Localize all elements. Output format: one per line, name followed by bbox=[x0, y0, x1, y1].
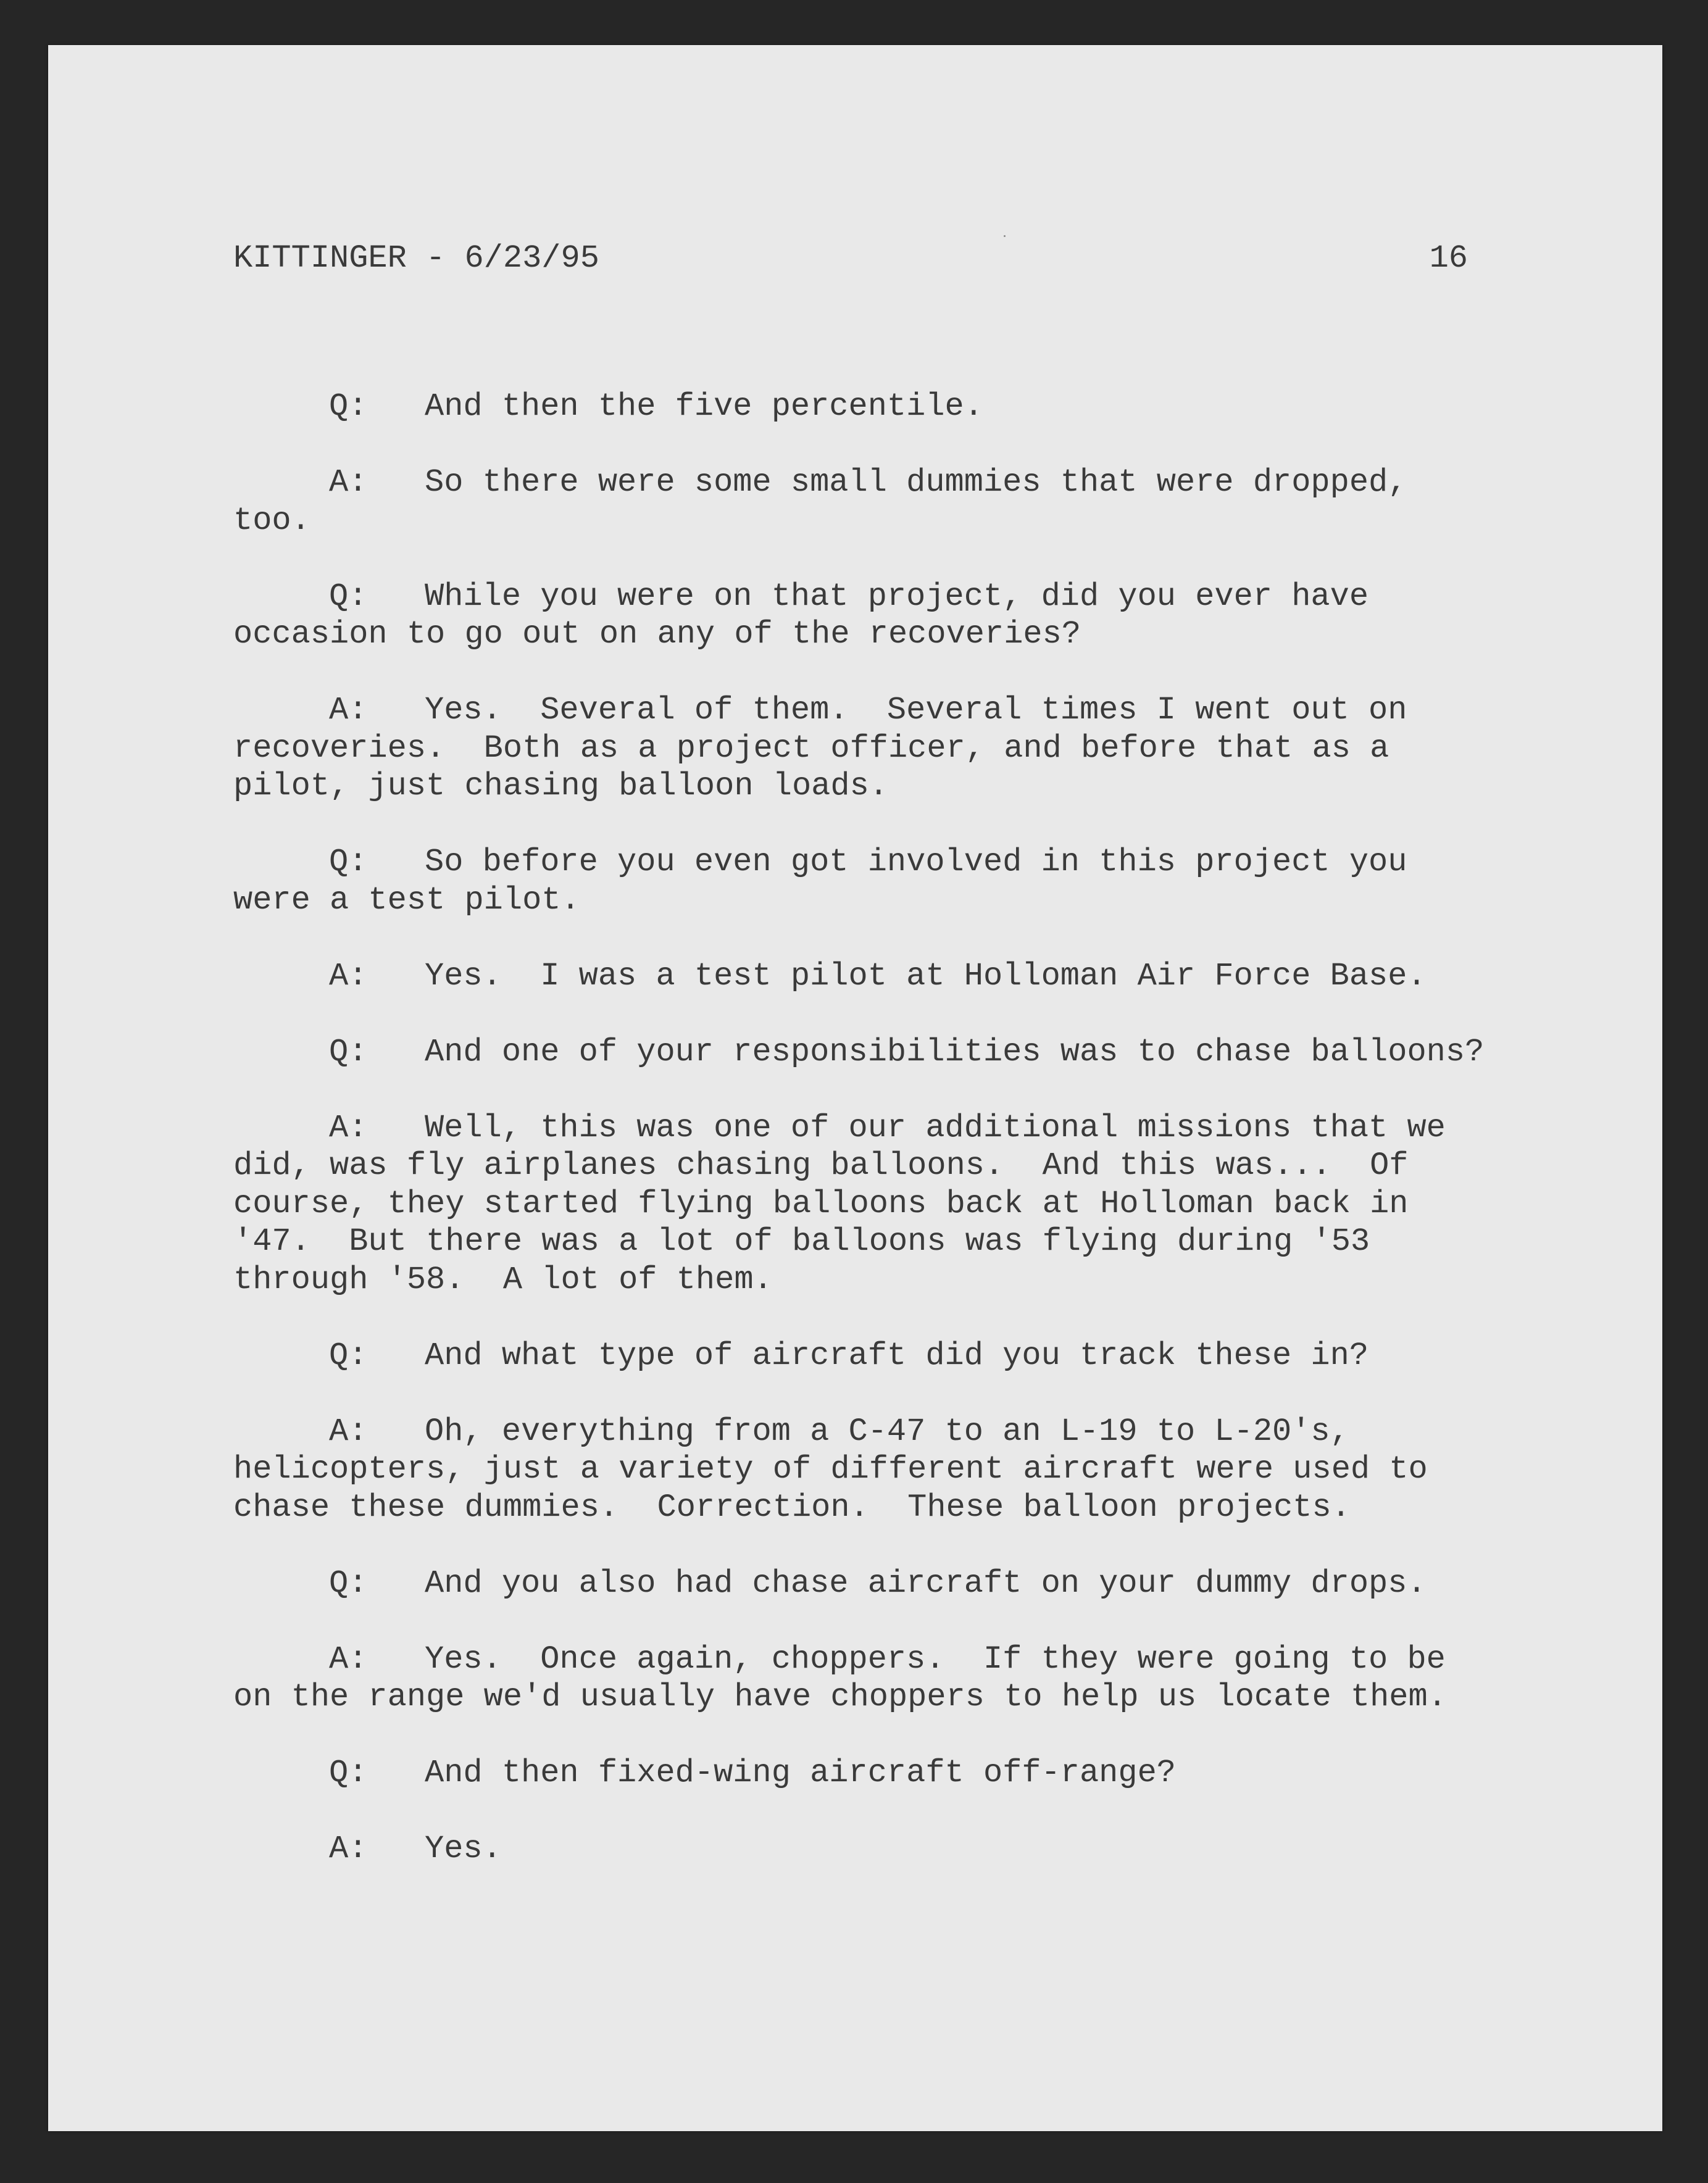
transcript-paragraph bbox=[233, 1565, 1505, 1603]
document-page bbox=[48, 45, 1662, 2131]
line-text: And then fixed-wing aircraft off-range? bbox=[425, 1755, 1176, 1791]
transcript-paragraph bbox=[233, 843, 1505, 919]
line-text: Yes. I was a test pilot at Holloman Air Force Base. bbox=[425, 957, 1427, 994]
transcript-line: occasion to go out on any of the recoveries? bbox=[233, 616, 1081, 652]
line-text: Well, this was one of our additional missions that we bbox=[425, 1109, 1446, 1146]
transcript-line bbox=[233, 1565, 1505, 1603]
transcript-paragraph bbox=[233, 691, 1505, 805]
speaker-label: Q: bbox=[329, 1755, 368, 1791]
speaker-label: A: bbox=[329, 1640, 368, 1678]
transcript-line: on the range we'd usually have choppers to help us locate them. bbox=[233, 1679, 1447, 1715]
transcript-body bbox=[233, 388, 1505, 1906]
transcript-line bbox=[233, 1413, 1505, 1451]
transcript-line: too. bbox=[233, 502, 310, 539]
speaker-label: A: bbox=[329, 692, 368, 728]
transcript-paragraph bbox=[233, 464, 1505, 539]
speaker-label: A: bbox=[329, 957, 368, 994]
speaker-label: Q: bbox=[329, 1337, 368, 1374]
transcript-paragraph bbox=[233, 1413, 1505, 1527]
transcript-line bbox=[233, 691, 1505, 730]
transcript-paragraph bbox=[233, 578, 1505, 654]
transcript-line bbox=[233, 1109, 1505, 1147]
speaker-label: Q: bbox=[329, 388, 368, 425]
line-text: So before you even got involved in this project you bbox=[425, 844, 1407, 880]
transcript-paragraph bbox=[233, 388, 1505, 426]
speaker-label: A: bbox=[329, 1109, 368, 1146]
speaker-label: A: bbox=[329, 464, 368, 501]
transcript-line: through '58. A lot of them. bbox=[233, 1261, 773, 1298]
page-number: 16 bbox=[1429, 240, 1468, 277]
transcript-line bbox=[233, 1754, 1505, 1792]
transcript-paragraph bbox=[233, 1754, 1505, 1792]
transcript-line: pilot, just chasing balloon loads. bbox=[233, 768, 888, 804]
speaker-label: Q: bbox=[329, 844, 368, 880]
speaker-label: Q: bbox=[329, 1565, 368, 1602]
line-text: Yes. bbox=[425, 1831, 502, 1867]
transcript-line: course, they started flying balloons back at Holloman back in bbox=[233, 1185, 1409, 1222]
line-text: And one of your responsibilities was to chase balloons? bbox=[425, 1033, 1485, 1070]
speaker-label: A: bbox=[329, 1413, 368, 1450]
transcript-line bbox=[233, 1337, 1505, 1375]
line-text: While you were on that project, did you ever have bbox=[425, 578, 1369, 615]
transcript-line bbox=[233, 464, 1505, 502]
speaker-label: Q: bbox=[329, 1033, 368, 1070]
transcript-paragraph bbox=[233, 1830, 1505, 1868]
line-text: So there were some small dummies that were dropped, bbox=[425, 464, 1407, 501]
transcript-line: did, was fly airplanes chasing balloons. And this was... Of bbox=[233, 1147, 1409, 1184]
speaker-label: A: bbox=[329, 1831, 368, 1867]
transcript-paragraph bbox=[233, 957, 1505, 996]
transcript-line bbox=[233, 1033, 1505, 1071]
transcript-line bbox=[233, 843, 1505, 881]
transcript-line: helicopters, just a variety of different aircraft were used to bbox=[233, 1451, 1428, 1487]
line-text: Yes. Once again, choppers. If they were going to be bbox=[425, 1640, 1446, 1678]
transcript-line bbox=[233, 388, 1505, 426]
line-text: And what type of aircraft did you track these in? bbox=[425, 1337, 1369, 1374]
transcript-line bbox=[233, 1830, 1505, 1868]
transcript-paragraph bbox=[233, 1033, 1505, 1071]
transcript-line: recoveries. Both as a project officer, and before that as a bbox=[233, 730, 1389, 767]
speaker-label: Q: bbox=[329, 578, 368, 615]
transcript-line bbox=[233, 578, 1505, 616]
transcript-line: chase these dummies. Correction. These balloon projects. bbox=[233, 1489, 1351, 1526]
line-text: And you also had chase aircraft on your dummy drops. bbox=[425, 1565, 1427, 1602]
transcript-line: were a test pilot. bbox=[233, 881, 580, 918]
paper-speck bbox=[1004, 235, 1006, 237]
line-text: Oh, everything from a C-47 to an L-19 to L-20's, bbox=[425, 1413, 1349, 1450]
transcript-line bbox=[233, 957, 1505, 996]
header-title: KITTINGER - 6/23/95 bbox=[233, 240, 599, 277]
line-text: Yes. Several of them. Several times I went out on bbox=[425, 692, 1407, 728]
transcript-line bbox=[233, 1640, 1505, 1679]
transcript-paragraph bbox=[233, 1640, 1505, 1716]
transcript-paragraph bbox=[233, 1109, 1505, 1299]
transcript-line: '47. But there was a lot of balloons was flying during '53 bbox=[233, 1223, 1370, 1260]
line-text: And then the five percentile. bbox=[425, 388, 983, 425]
transcript-paragraph bbox=[233, 1337, 1505, 1375]
